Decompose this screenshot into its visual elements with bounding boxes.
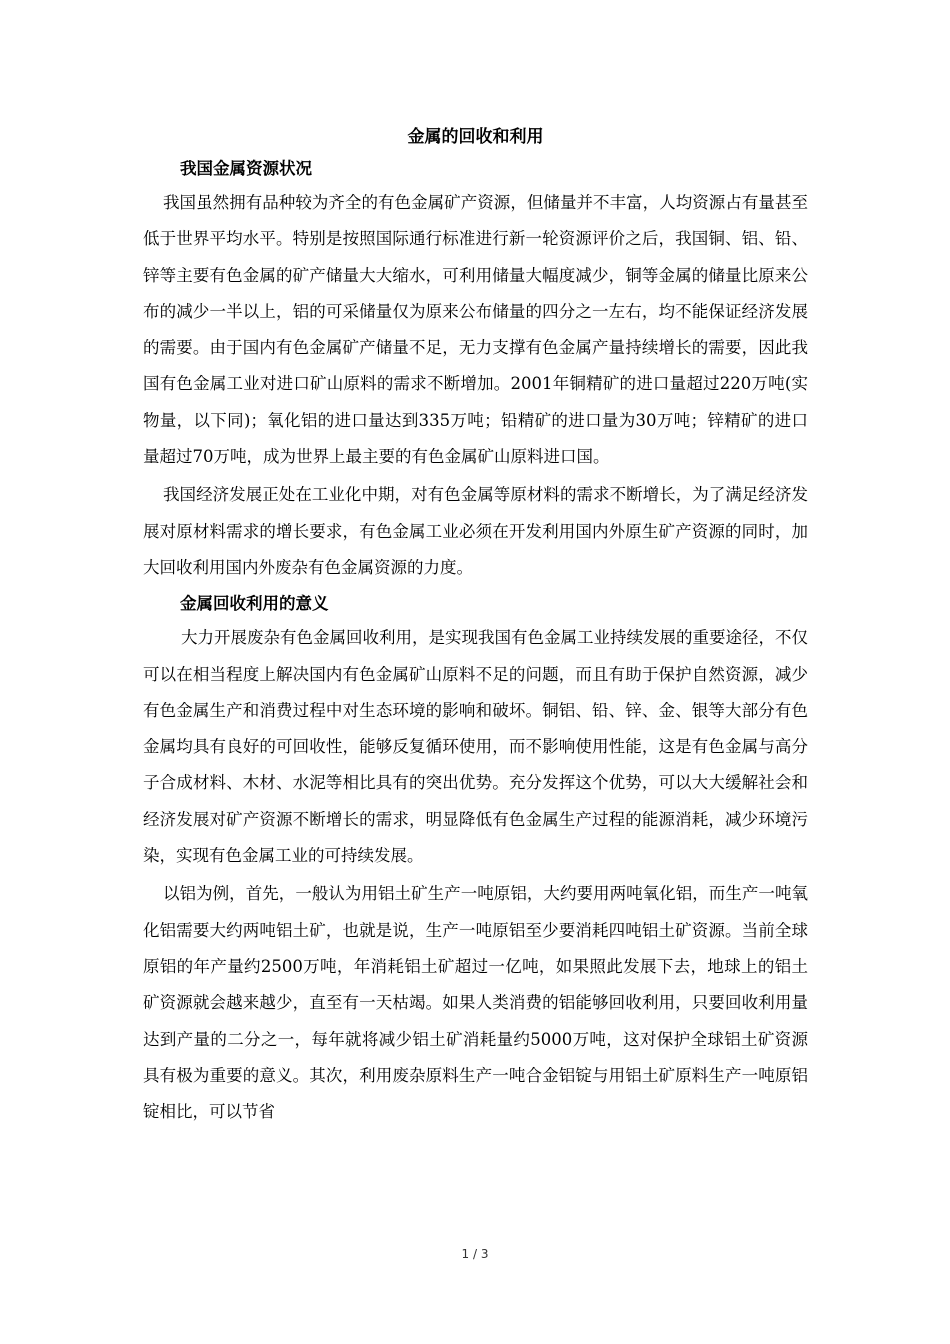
paragraph-recycling-significance: 大力开展废杂有色金属回收利用，是实现我国有色金属工业持续发展的重要途径，不仅可以在相当程度上解决国内有色金属矿山原料不足的问题，而且有助于保护自然资源，减少有色金属生产和消费过程中对生态环境的影响和破坏。铜铝、铅、锌、金、银等大部分有色金属均具有良好的可回收性，能够反复循环使用，而不影响使用性能，这是有色金属与高分子合成材料、木材、水泥等相比具有的突出优势。充分发挥这个优势，可以大大缓解社会和经济发展对矿产资源不断增长的需求，明显降低有色金属生产过程的能源消耗，减少环境污染，实现有色金属工业的可持续发展。 bbox=[143, 628, 808, 866]
section-heading-significance: 金属回收利用的意义 bbox=[180, 594, 329, 614]
paragraph-aluminum-example: 以铝为例，首先，一般认为用铝土矿生产一吨原铝，大约要用两吨氧化铝，而生产一吨氧化铝需要大约两吨铝土矿，也就是说，生产一吨原铝至少要消耗四吨铝土矿资源。当前全球原铝的年产量约2500万吨，年消耗铝土矿超过一亿吨，如果照此发展下去，地球上的铝土矿资源就会越来越少，直至有一天枯竭。如果人类消费的铝能够回收利用，只要回收利用量达到产量的二分之一，每年就将减少铝土矿消耗量约5000万吨，这对保护全球铝土矿资源具有极为重要的意义。其次，利用废杂原料生产一吨合金铝锭与用铝土矿原料生产一吨原铝锭相比，可以节省 bbox=[143, 884, 808, 1122]
section-heading-resources: 我国金属资源状况 bbox=[180, 159, 312, 178]
document-body bbox=[143, 123, 808, 1130]
document-title: 金属的回收和利用 bbox=[407, 127, 544, 147]
paragraph-economic-demand: 我国经济发展正处在工业化中期，对有色金属等原材料的需求不断增长，为了满足经济发展对原材料需求的增长要求，有色金属工业必须在开发利用国内外原生矿产资源的同时，加大回收利用国内外废杂有色金属资源的力度。 bbox=[143, 485, 808, 577]
paragraph-resources-status: 我国虽然拥有品种较为齐全的有色金属矿产资源，但储量并不丰富，人均资源占有量甚至低于世界平均水平。特别是按照国际通行标准进行新一轮资源评价之后，我国铜、铝、铅、锌等主要有色金属的矿产储量大大缩水，可利用储量大幅度减少，铜等金属的储量比原来公布的减少一半以上，铝的可采储量仅为原来公布储量的四分之一左右，均不能保证经济发展的需要。由于国内有色金属矿产储量不足，无力支撑有色金属产量持续增长的需要，因此我国有色金属工业对进口矿山原料的需求不断增加。2001年铜精矿的进口量超过220万吨(实物量，以下同)；氧化铝的进口量达到335万吨；铅精矿的进口量为30万吨；锌精矿的进口量超过70万吨，成为世界上最主要的有色金属矿山原料进口国。 bbox=[143, 193, 808, 467]
page-number: 1 / 3 bbox=[461, 1247, 489, 1261]
